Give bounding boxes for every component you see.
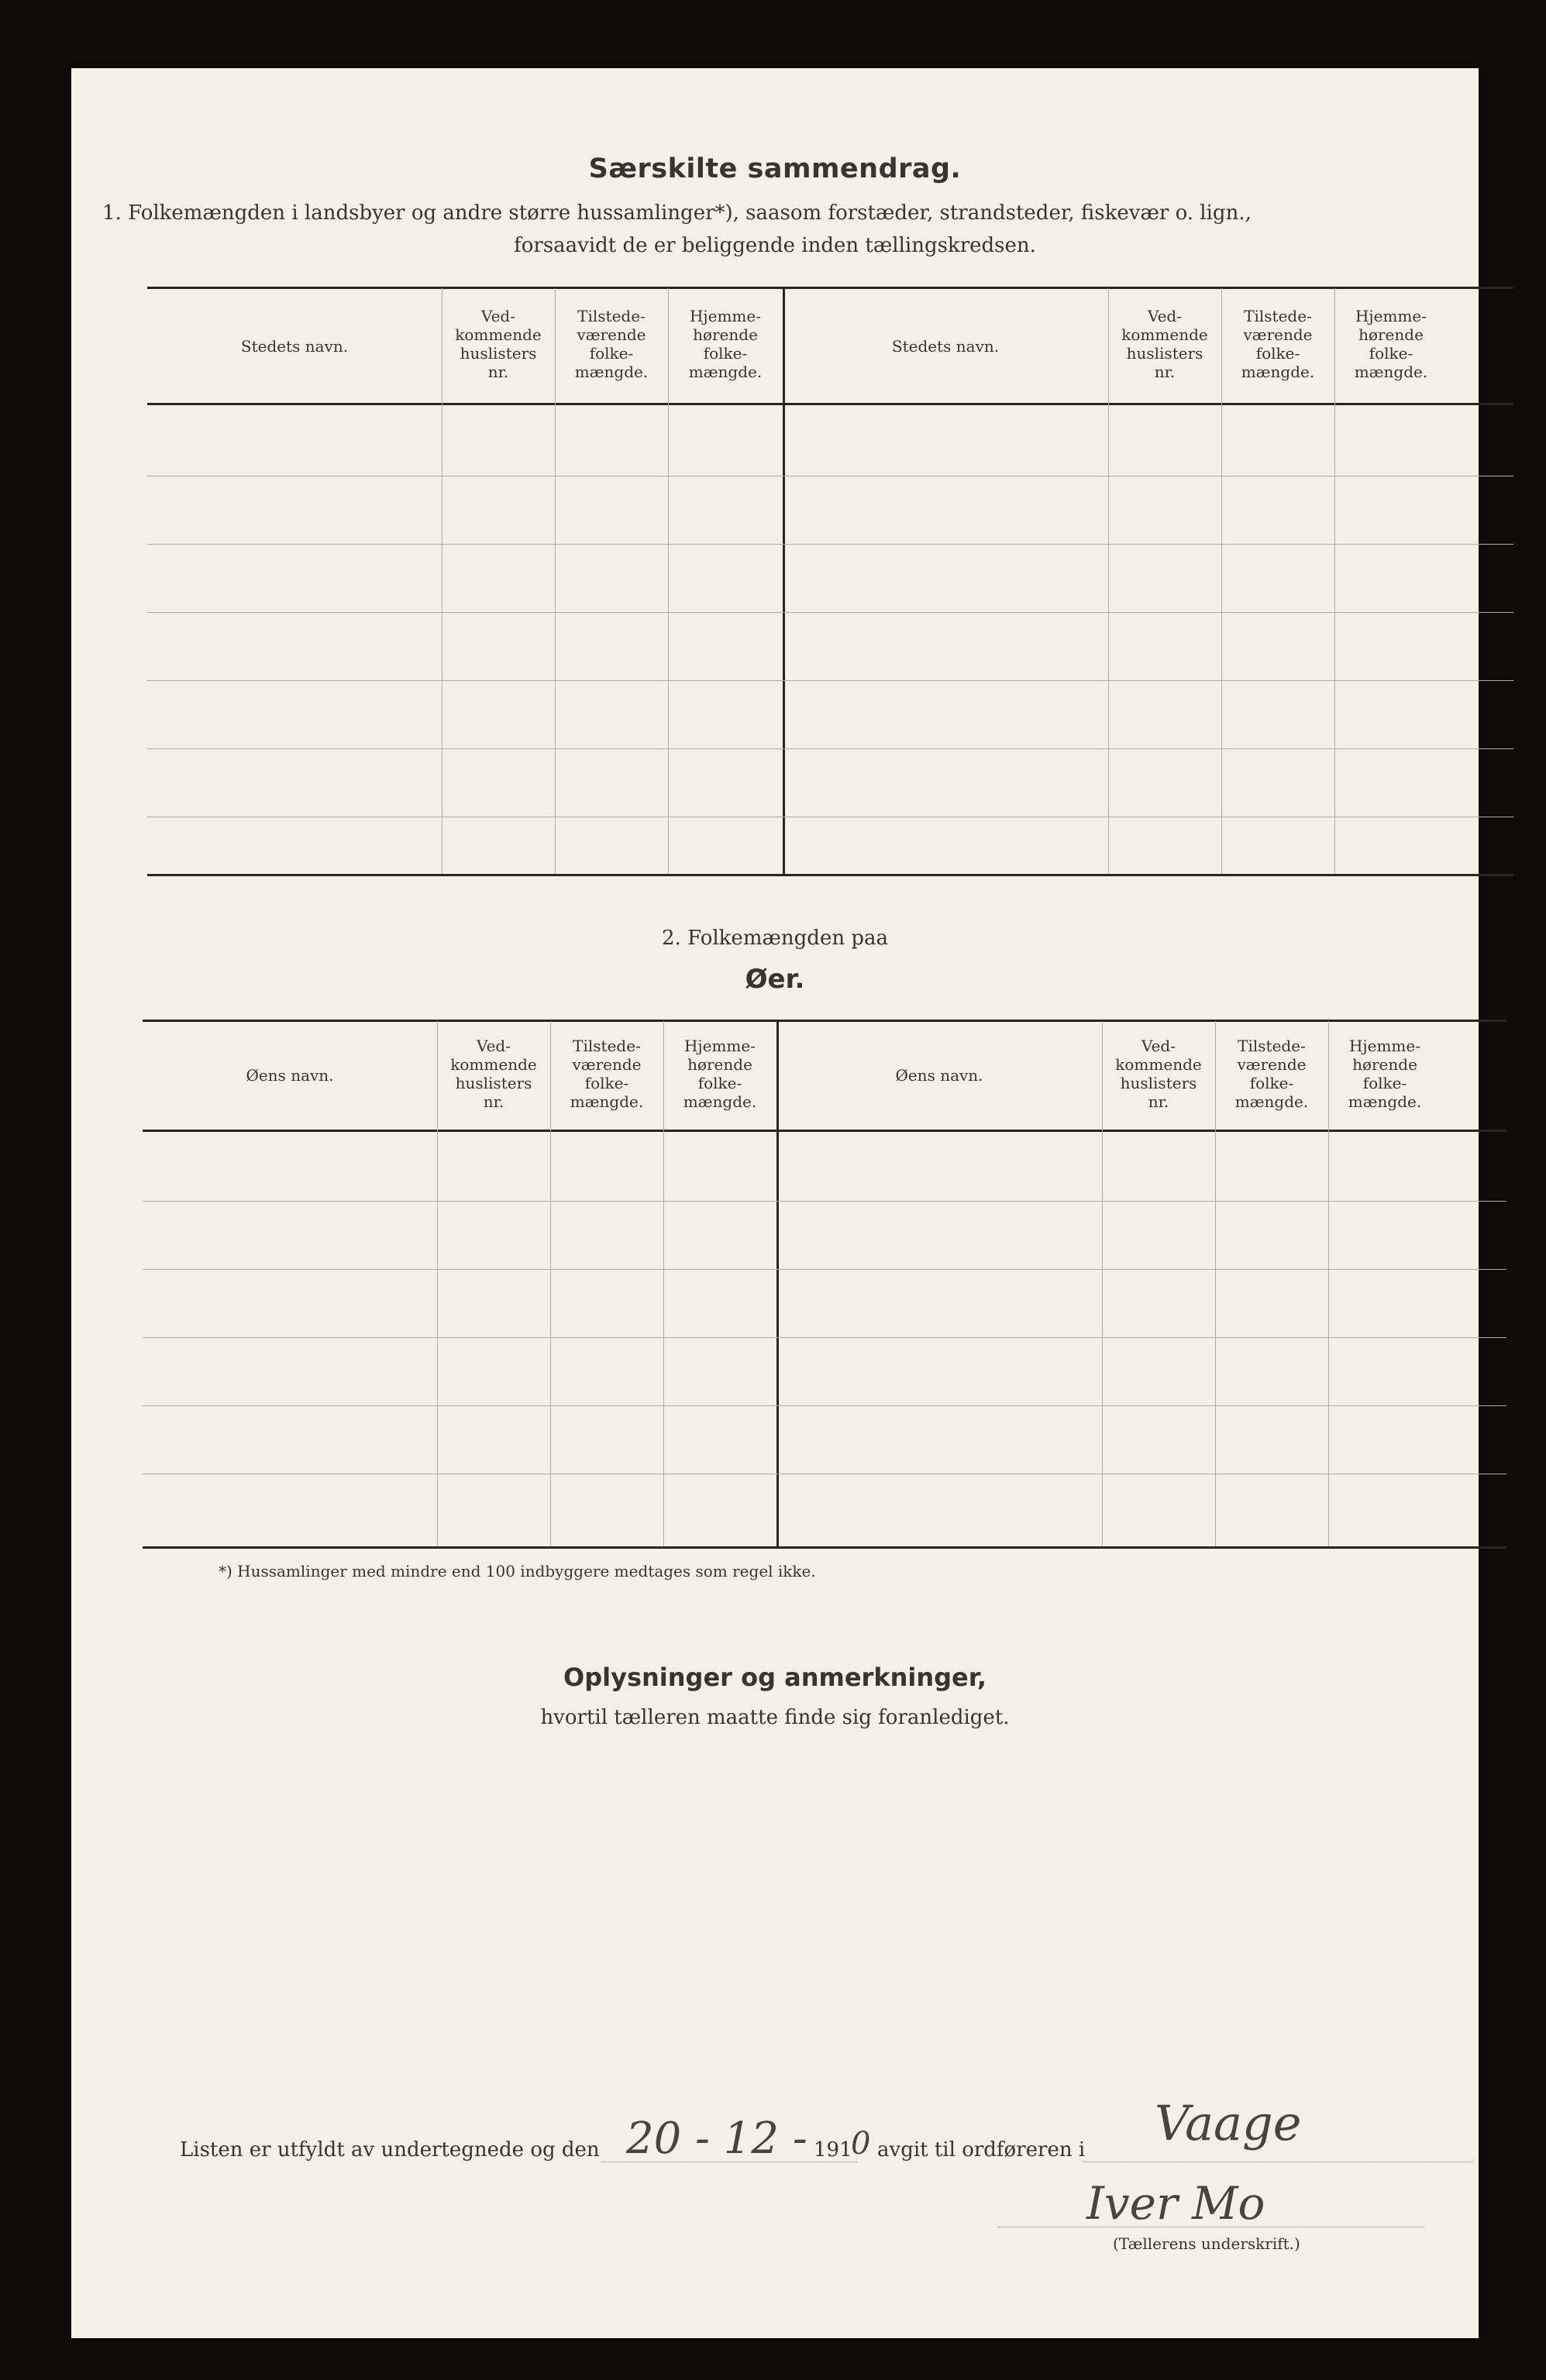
- census-form-page: [71, 68, 1479, 2338]
- year-prefix: 191: [814, 2138, 852, 2162]
- t2-col-oens-navn-left: Øens navn.: [246, 1066, 334, 1085]
- t2-col-huslister-right: Ved- kommende huslisters nr.: [1115, 1037, 1202, 1111]
- handwritten-place: Vaage: [1155, 2095, 1302, 2151]
- section1-intro-line1: 1. Folkemængden i landsbyer og andre større hussamlinger*), saasom forstæder, strandsteder, fiskevær o. lign.,: [102, 201, 1252, 225]
- page-title: Særskilte sammendrag.: [588, 153, 962, 184]
- t1-col-hjemme-left: Hjemme- hørende folke- mængde.: [688, 307, 763, 381]
- t2-col-tilstede-left: Tilstede- værende folke- mængde.: [570, 1037, 644, 1111]
- t1-col-hjemme-right: Hjemme- hørende folke- mængde.: [1354, 307, 1428, 381]
- t1-col-tilstede-right: Tilstede- værende folke- mængde.: [1241, 307, 1315, 381]
- handwritten-date: 20 - 12 -: [626, 2113, 807, 2164]
- handwritten-year: 0: [851, 2126, 871, 2162]
- signature-caption: (Tællerens underskrift.): [1113, 2234, 1300, 2253]
- footnote: *) Hussamlinger med mindre end 100 indbyggere medtages som regel ikke.: [219, 1562, 816, 1580]
- t1-col-stedets-navn-left: Stedets navn.: [240, 337, 349, 356]
- section2-intro: 2. Folkemængden paa: [662, 927, 888, 950]
- t2-col-oens-navn-right: Øens navn.: [895, 1066, 983, 1085]
- t1-col-huslister-left: Ved- kommende huslisters nr.: [455, 307, 542, 381]
- remarks-subtitle: hvortil tælleren maatte finde sig foranlediget.: [540, 1706, 1010, 1729]
- remarks-title: Oplysninger og anmerkninger,: [563, 1663, 986, 1692]
- t2-col-huslister-left: Ved- kommende huslisters nr.: [450, 1037, 537, 1111]
- t1-col-tilstede-left: Tilstede- værende folke- mængde.: [574, 307, 649, 381]
- signature-prefix: Listen er utfyldt av undertegnede og den: [180, 2138, 600, 2162]
- section2-heading: Øer.: [745, 964, 805, 995]
- t2-col-hjemme-right: Hjemme- hørende folke- mængde.: [1348, 1037, 1422, 1111]
- section1-intro-line2: forsaavidt de er beliggende inden tællingskredsen.: [514, 234, 1036, 257]
- handwritten-signature: Iver Mo: [1086, 2177, 1265, 2230]
- t2-col-hjemme-left: Hjemme- hørende folke- mængde.: [683, 1037, 757, 1111]
- t2-col-tilstede-right: Tilstede- værende folke- mængde.: [1234, 1037, 1309, 1111]
- signature-middle: avgit til ordføreren i: [877, 2138, 1086, 2162]
- t1-col-stedets-navn-right: Stedets navn.: [891, 337, 1000, 356]
- t1-col-huslister-right: Ved- kommende huslisters nr.: [1121, 307, 1208, 381]
